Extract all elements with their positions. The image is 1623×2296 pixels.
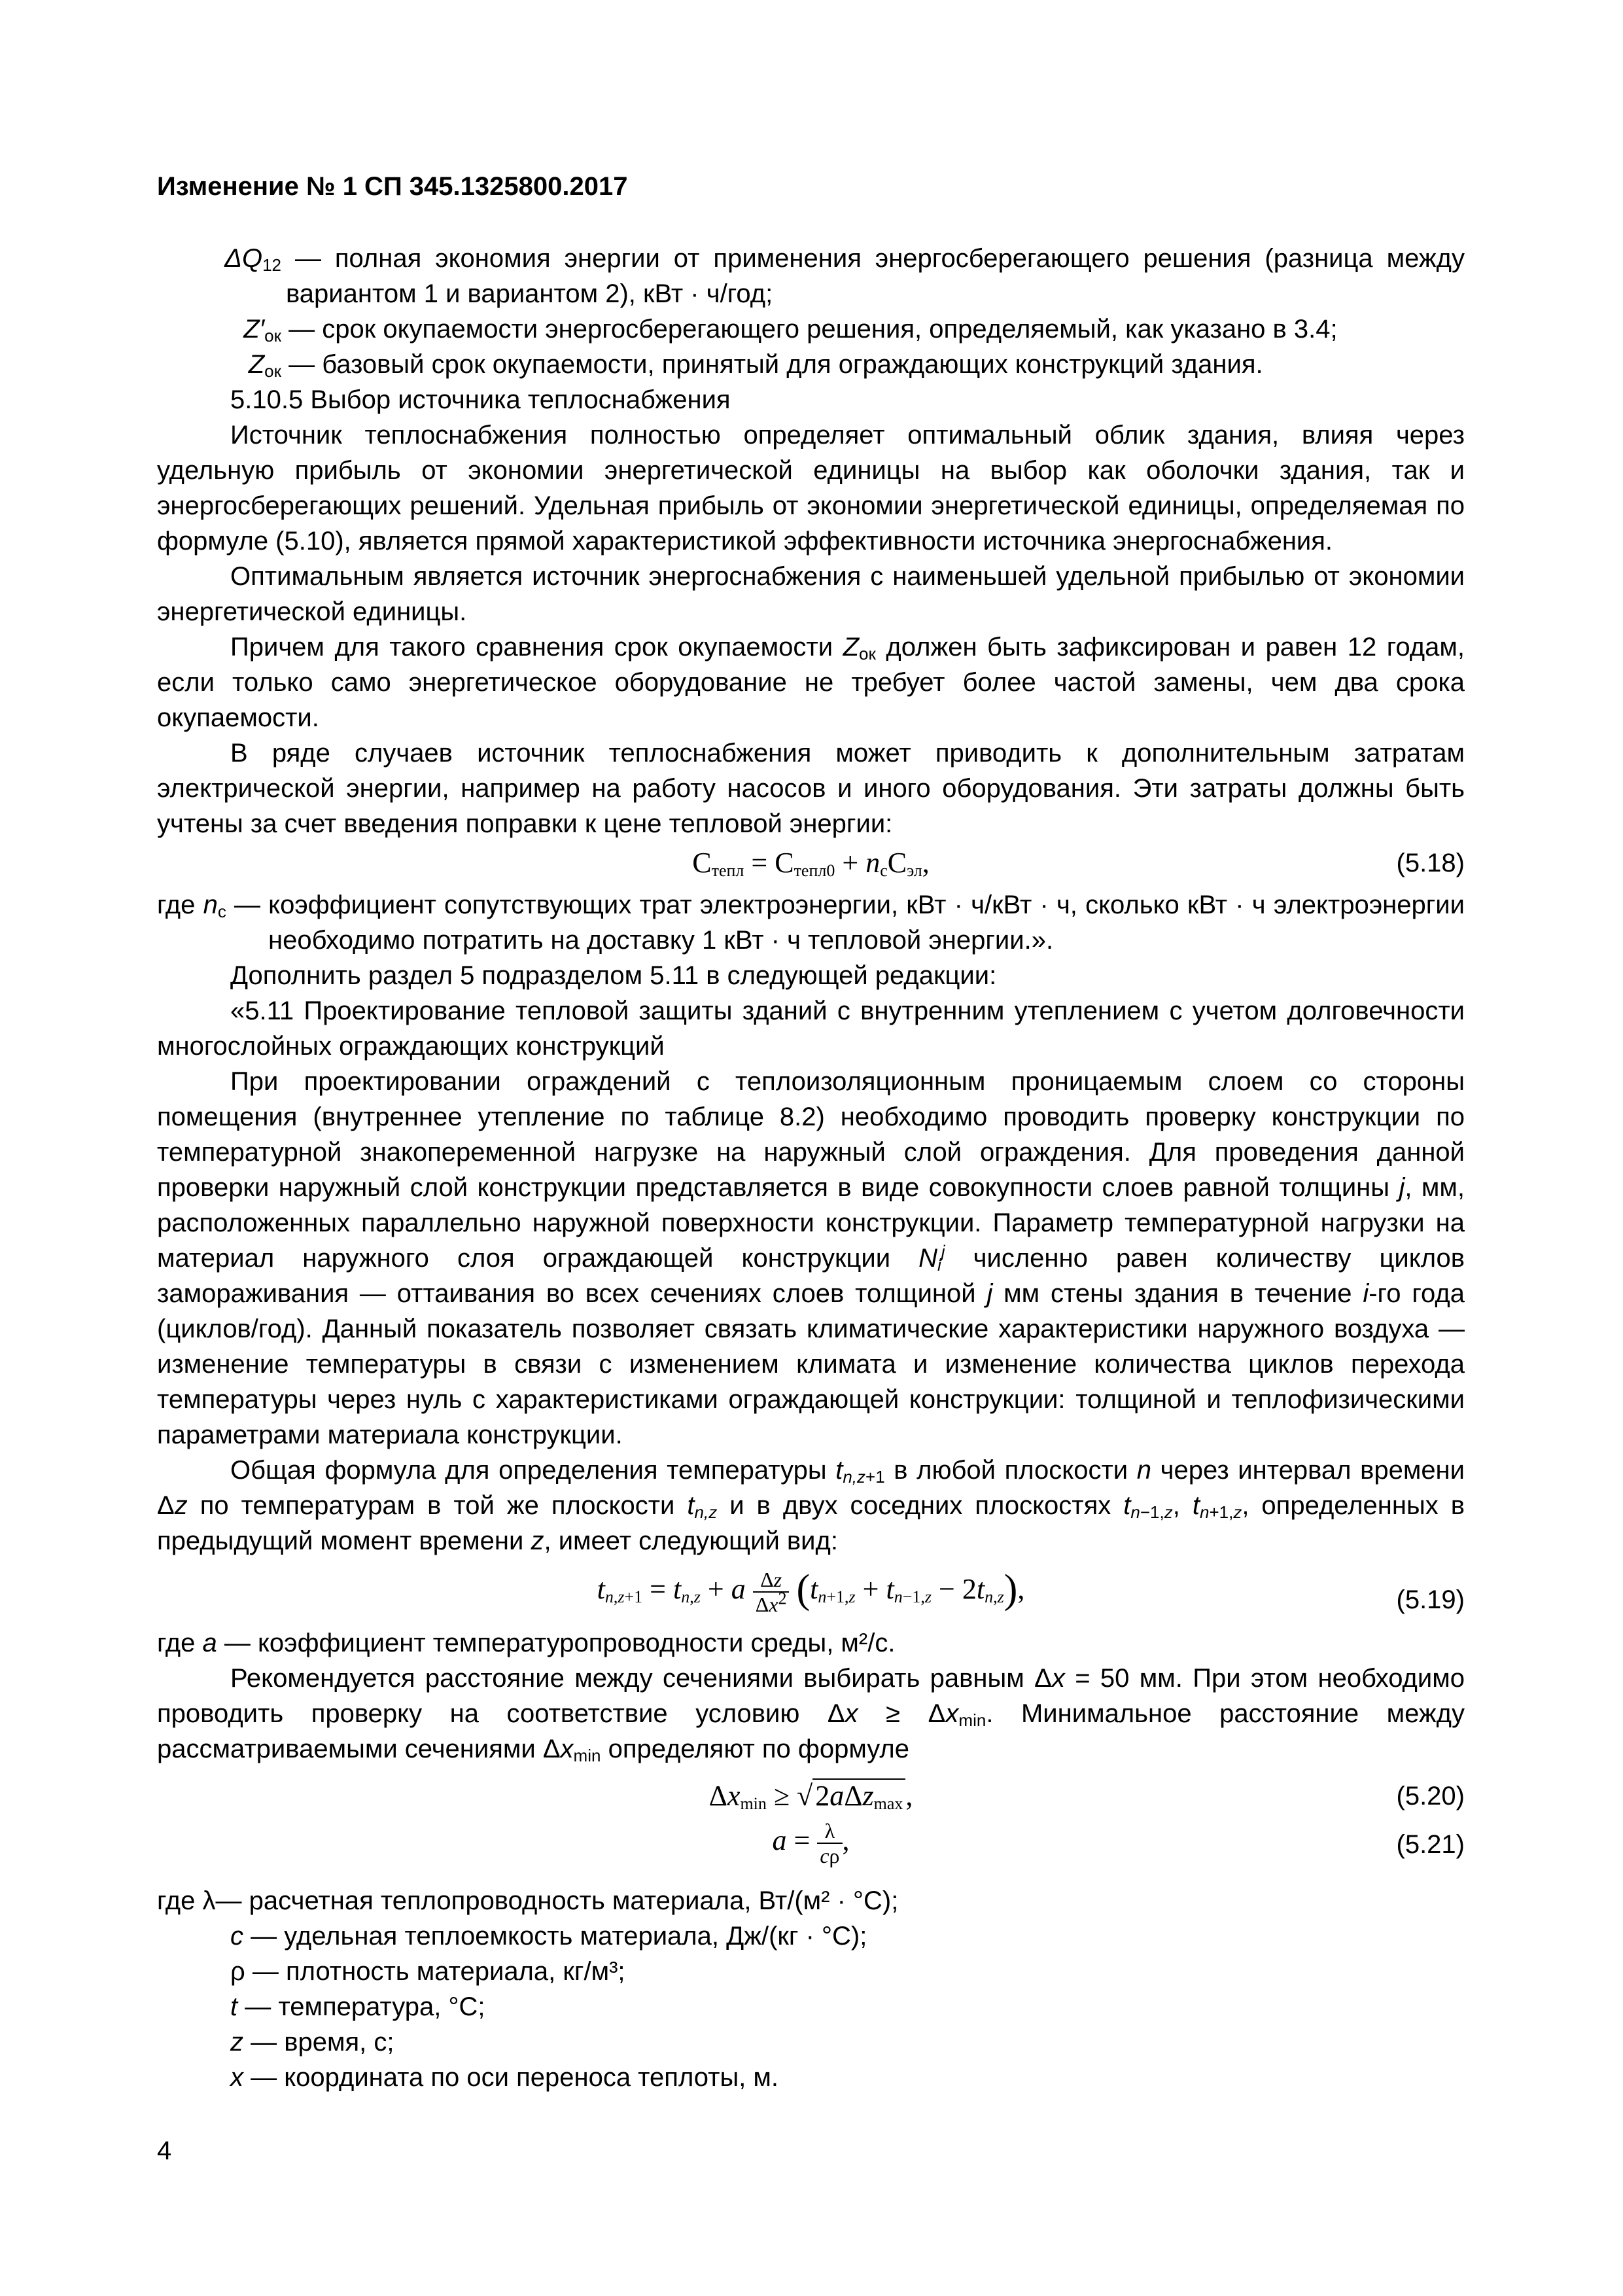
formula-5-18 (157, 845, 1465, 881)
formula-5-20 (157, 1778, 1465, 1814)
fraction: $\frac{\lambda}{c\rho}$ (817, 1819, 842, 1867)
definition-z-ok: $Z_{ок}$ — базовый срок окупаемости, принятый для ограждающих конструкций здания. (248, 350, 1263, 381)
formula-expression: $\Delta x_{min} \ge √2a\Delta z_{max}$, (708, 1780, 913, 1813)
paragraph: Источник теплоснабжения полностью определяет оптимальный облик здания, влияя через удельную прибыль от экономии энергетической единицы на выбор как оболочки здания, так и энергосберегающих решений. Удельная прибыль от экономии энергетической единицы, определяемая по формуле (5.10), является прямой характеристикой эффективности источника энергоснабжения. (157, 421, 1465, 556)
definition-x: x — координата по оси переноса теплоты, м. (230, 2063, 779, 2092)
definition-lambda: где λ— расчетная теплопроводность материала, Вт/(м² · °С); (157, 1886, 899, 1915)
paragraph: Общая формула для определения температуры $t_{n,z+1}$ в любой плоскости n через интервал времени Δz по температурам в той же плоскости $t_{n,z}$ и в двух соседних плоскостях $t_{n-1,z}$, $t_{n+1,z}$, определенных в предыдущий момент времени z, имеет следующий вид: (157, 1456, 1465, 1555)
definition-delta-q12: $\Delta Q_{12}$ — полная экономия энергии от применения энергосберегающего решения (разница между вариантом 1 и вариантом 2), кВт · ч/год; (224, 244, 1465, 308)
formula-number: (5.19) (1396, 1585, 1465, 1614)
section-title-5-10-5: 5.10.5 Выбор источника теплоснабжения (230, 385, 731, 414)
definition-z-ok-prime: $Z'_{ок}$ — срок окупаемости энергосберегающего решения, определяемый, как указано в 3.4; (243, 315, 1338, 345)
paragraph: Рекомендуется расстояние между сечениями выбирать равным Δx = 50 мм. При этом необходимо проводить проверку на соответствие условию $\Delta x \ge \Delta x_{min}$. Минимальное расстояние между рассматриваемыми сечениями $\Delta x_{min}$ определяют по формуле (157, 1664, 1465, 1765)
definition-rho: ρ — плотность материала, кг/м³; (230, 1957, 625, 1986)
formula-5-19 (157, 1568, 1465, 1616)
formula-expression: a = $\frac{\lambda}{c\rho}$ , (772, 1819, 850, 1867)
page-header: Изменение № 1 СП 345.1325800.2017 (157, 172, 628, 201)
paragraph: При проектировании ограждений с теплоизоляционным проницаемым слоем со стороны помещения (внутреннее утепление по таблице 8.2) необходимо проводить проверку конструкции по температурной знакопеременной нагрузке на наружный слой ограждения. Для проведения данной проверки наружный слой конструкции представляется в виде совокупности слоев равной толщины j, мм, расположенных параллельно наружной поверхности конструкции. Параметр температурной нагрузки на материал наружного слоя ограждающей конструкции $N_i^j$ численно равен количеству циклов замораживания — оттаивания во всех сечениях слоев толщиной j мм стены здания в течение i-го года (циклов/год). Данный показатель позволяет связать климатические характеристики наружного воздуха — изменение температуры в связи с изменением климата и изменение количества циклов перехода температуры через нуль с характеристиками ограждающей конструкции: толщиной и теплофизическими параметрами материала конструкции. (157, 1067, 1465, 1449)
formula-expression: $t_{n,z+1} = t_{n,z} + a$ $\frac{\Delta z}{\Delta x^2}$ $(t_{n+1,z} + t_{n-1,z} - 2t_{n,z})$, (597, 1567, 1025, 1616)
paragraph: Оптимальным является источник энергоснабжения с наименьшей удельной прибылью от экономии энергетической единицы. (157, 562, 1465, 626)
paragraph: Причем для такого сравнения срок окупаемости $Z_{ок}$ должен быть зафиксирован и равен 12 годам, если только само энергетическое оборудование не требует более частой замены, чем два срока окупаемости. (157, 633, 1465, 732)
formula-number: (5.20) (1396, 1782, 1465, 1810)
definition-a: где a — коэффициент температуропроводности среды, м²/с. (157, 1629, 896, 1657)
paragraph: Дополнить раздел 5 подразделом 5.11 в следующей редакции: (230, 961, 997, 990)
document-body (157, 241, 1465, 2095)
definition-c: c — удельная теплоемкость материала, Дж/(кг · °С); (230, 1922, 867, 1951)
fraction: $\frac{\Delta z}{\Delta x^2}$ (753, 1568, 790, 1616)
section-title-5-11: «5.11 Проектирование тепловой защиты зданий с внутренним утеплением с учетом долговечности многослойных ограждающих конструкций (157, 997, 1465, 1061)
definition-t: t — температура, °С; (230, 1992, 485, 2021)
definition-n-c: где $n_с$ — коэффициент сопутствующих трат электроэнергии, кВт · ч/кВт · ч, сколько кВт · ч электроэнергии необходимо потратить на доставку 1 кВт · ч тепловой энергии.». (157, 891, 1465, 955)
definition-z: z — время, с; (230, 2028, 394, 2057)
formula-expression: $С_{тепл} = С_{тепл0} + n_сС_{эл}$, (692, 847, 930, 880)
paragraph: В ряде случаев источник теплоснабжения может приводить к дополнительным затратам электрической энергии, например на работу насосов и иного оборудования. Эти затраты должны быть учтены за счет введения поправки к цене тепловой энергии: (157, 739, 1465, 838)
page-number: 4 (157, 2136, 172, 2165)
formula-number: (5.21) (1396, 1830, 1465, 1859)
formula-5-21 (157, 1819, 1465, 1867)
formula-number: (5.18) (1396, 849, 1465, 877)
